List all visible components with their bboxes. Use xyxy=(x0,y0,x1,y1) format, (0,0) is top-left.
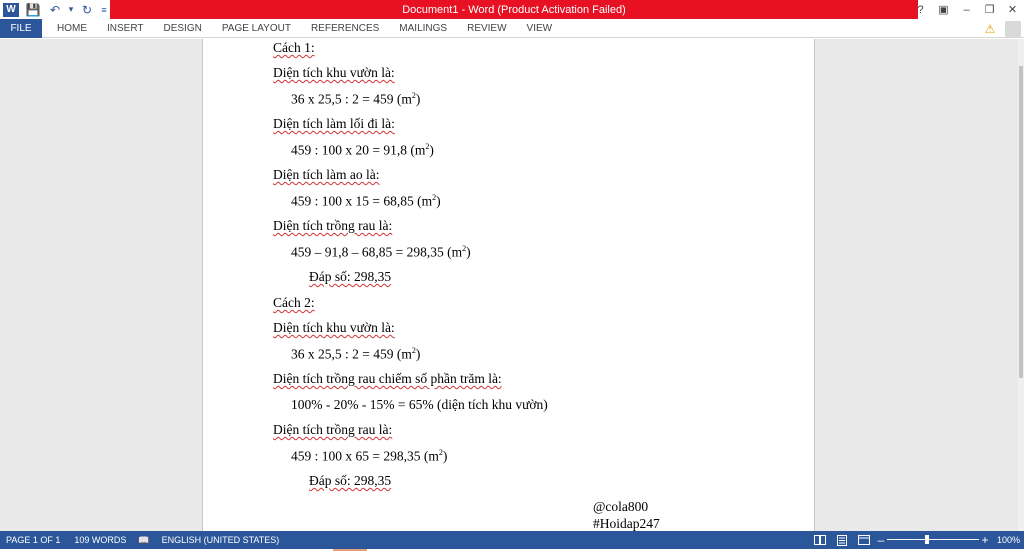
tab-references[interactable]: REFERENCES xyxy=(310,22,380,34)
tab-mailings[interactable]: MAILINGS xyxy=(399,22,448,34)
window-controls xyxy=(909,0,1024,19)
status-right xyxy=(809,531,1024,549)
tab-review[interactable]: REVIEW xyxy=(467,22,507,34)
doc-line: 36 x 25,5 : 2 = 459 $(m^2)$ xyxy=(291,91,421,107)
tab-file[interactable]: FILE xyxy=(0,19,42,38)
web-layout-icon[interactable] xyxy=(853,531,875,549)
title-bar xyxy=(0,0,1024,19)
doc-line: Diện tích khu vườn là: xyxy=(273,320,395,335)
scrollbar-thumb[interactable] xyxy=(1019,66,1023,378)
doc-line: Diện tích trồng rau là: xyxy=(273,218,393,233)
doc-line: 459 – 91,8 – 68,85 = 298,35 $(m^2)$ xyxy=(291,244,471,260)
help-button[interactable]: ? xyxy=(917,3,924,16)
doc-line: Cách 1: xyxy=(273,40,315,55)
doc-line: 459 : 100 x 65 = 298,35 $(m^2)$ xyxy=(291,448,448,464)
doc-line: Diện tích làm lối đi là: xyxy=(273,116,395,131)
undo-dropdown-icon[interactable]: ▾ xyxy=(68,4,74,14)
read-mode-icon[interactable] xyxy=(809,531,831,549)
doc-line: Diện tích trồng rau chiếm số phần trăm là: xyxy=(273,371,502,386)
zoom-out-button[interactable]: – xyxy=(877,533,885,547)
doc-line: 100% - 20% - 15% = 65% (diện tích khu vườn) xyxy=(291,397,548,412)
language-indicator[interactable]: ENGLISH (UNITED STATES) xyxy=(161,535,280,545)
restore-button[interactable]: ❐ xyxy=(984,4,995,16)
word-app-icon[interactable]: W xyxy=(3,3,19,17)
doc-line: 36 x 25,5 : 2 = 459 $(m^2)$ xyxy=(291,346,421,362)
close-button[interactable]: ✕ xyxy=(1007,4,1018,16)
status-bar xyxy=(0,531,1024,549)
document-area xyxy=(0,39,1018,531)
doc-line: Diện tích khu vườn là: xyxy=(273,65,395,80)
proofing-icon[interactable]: 📖 xyxy=(138,534,150,545)
doc-line: Diện tích làm ao là: xyxy=(273,167,380,182)
doc-line: Đáp số: 298,35 xyxy=(309,473,392,488)
doc-line: 459 : 100 x 20 = 91,8 $(m^2)$ xyxy=(291,142,434,158)
zoom-slider[interactable] xyxy=(887,531,979,549)
ribbon-tabs xyxy=(0,19,1024,38)
account-avatar[interactable] xyxy=(1002,19,1024,38)
print-layout-icon[interactable] xyxy=(831,531,853,549)
tab-insert[interactable]: INSERT xyxy=(107,22,144,34)
document-page[interactable] xyxy=(202,39,815,531)
undo-icon[interactable]: ↶ xyxy=(49,2,61,17)
doc-line: Cách 2: xyxy=(273,295,315,310)
doc-line: Diện tích trồng rau là: xyxy=(273,422,393,437)
save-icon[interactable]: 💾 xyxy=(25,2,41,17)
doc-line: Đáp số: 298,35 xyxy=(309,269,392,284)
zoom-in-button[interactable]: + xyxy=(981,533,989,547)
window-title: Document1 - Word (Product Activation Failed) xyxy=(110,0,918,19)
zoom-level[interactable]: 100% xyxy=(996,535,1020,545)
doc-line: 459 : 100 x 15 = 68,85 $(m^2)$ xyxy=(291,193,441,209)
zoom-slider-thumb[interactable] xyxy=(925,535,929,544)
tab-view[interactable]: VIEW xyxy=(526,22,553,34)
doc-line: #Hoidap247 xyxy=(593,516,660,531)
minimize-button[interactable]: – xyxy=(963,3,970,16)
tab-home[interactable]: HOME xyxy=(57,22,87,34)
zoom-slider-track xyxy=(887,539,979,540)
tab-page-layout[interactable]: PAGE LAYOUT xyxy=(221,22,291,34)
ribbon-right-area xyxy=(982,19,1024,38)
page-count[interactable]: PAGE 1 OF 1 xyxy=(6,535,61,545)
ribbon-display-options-button[interactable]: ▣ xyxy=(938,4,949,16)
redo-icon[interactable]: ↻ xyxy=(81,2,93,17)
tab-design[interactable]: DESIGN xyxy=(163,22,202,34)
word-count[interactable]: 109 WORDS xyxy=(74,535,127,545)
quick-access-toolbar xyxy=(0,0,110,19)
customize-qat-icon[interactable]: ≡ xyxy=(101,4,107,15)
doc-line: @cola800 xyxy=(593,499,649,514)
avatar-icon xyxy=(1005,21,1021,37)
warning-icon[interactable]: ⚠ xyxy=(984,21,996,36)
